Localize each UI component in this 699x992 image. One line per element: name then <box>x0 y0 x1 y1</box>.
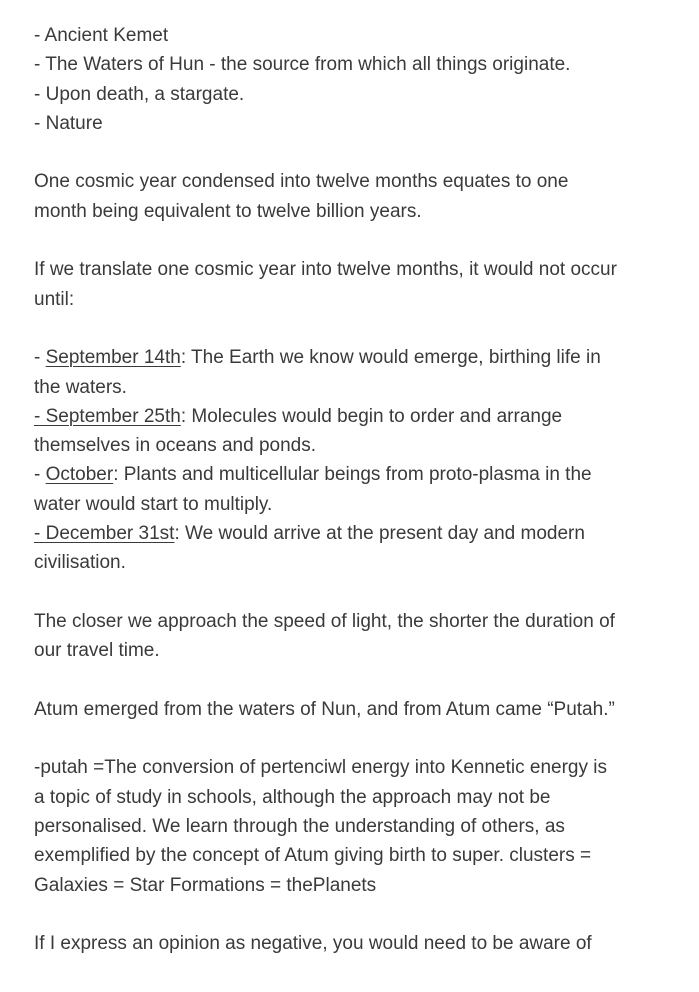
timeline-item-continued: civilisation. <box>34 552 126 574</box>
text-line: month being equivalent to twelve billion years. <box>34 200 422 222</box>
paragraph-gap <box>34 900 674 929</box>
paragraph-gap <box>34 724 674 753</box>
text-line: until: <box>34 288 75 310</box>
paragraph-speed <box>34 607 674 666</box>
timeline-prefix: - <box>34 347 46 369</box>
timeline-item <box>34 460 674 489</box>
timeline-list <box>34 343 674 577</box>
list-item: - The Waters of Hun - the source from which all things originate. <box>34 54 571 76</box>
paragraph-atum: Atum emerged from the waters of Nun, and from Atum came “Putah.” <box>34 698 615 720</box>
timeline-text: : The Earth we know would emerge, birthing life in <box>180 347 601 369</box>
note-body[interactable] <box>34 21 674 959</box>
paragraph-gap <box>34 314 674 343</box>
text-line: personalised. We learn through the understanding of others, as <box>34 816 565 838</box>
date-link[interactable]: - December 31st <box>34 523 175 545</box>
paragraph-cosmic-year <box>34 167 674 226</box>
paragraph-gap <box>34 578 674 607</box>
date-link[interactable]: September 14th <box>45 347 181 369</box>
timeline-item-continued: themselves in oceans and ponds. <box>34 435 317 457</box>
timeline-text: : Plants and multicellular beings from proto-plasma in the <box>113 464 592 486</box>
paragraph-gap <box>34 138 674 167</box>
timeline-text: : We would arrive at the present day and modern <box>174 523 585 545</box>
timeline-item-continued: water would start to multiply. <box>34 493 273 515</box>
text-line: -putah =The conversion of pertenciwl energy into Kennetic energy is <box>34 757 607 779</box>
text-line: One cosmic year condensed into twelve months equates to one <box>34 171 569 193</box>
text-line: exemplified by the concept of Atum giving birth to super. clusters = <box>34 845 592 867</box>
text-line: a topic of study in schools, although the approach may not be <box>34 786 551 808</box>
paragraph-opinion: If I express an opinion as negative, you would need to be aware of <box>34 933 592 955</box>
paragraph-gap <box>34 226 674 255</box>
paragraph-gap <box>34 666 674 695</box>
timeline-item <box>34 343 674 372</box>
paragraph-putah <box>34 753 674 899</box>
date-link[interactable]: October <box>45 464 114 486</box>
list-item: - Nature <box>34 112 103 134</box>
timeline-item-continued: the waters. <box>34 376 127 398</box>
text-line: The closer we approach the speed of light, the shorter the duration of <box>34 610 615 632</box>
text-line: Galaxies = Star Formations = thePlanets <box>34 874 377 896</box>
timeline-item <box>34 402 674 431</box>
text-line: If we translate one cosmic year into twelve months, it would not occur <box>34 259 617 281</box>
text-line: our travel time. <box>34 640 160 662</box>
date-link[interactable]: - September 25th <box>34 405 181 427</box>
timeline-prefix: - <box>34 464 46 486</box>
list-item: - Ancient Kemet <box>34 25 169 46</box>
timeline-text: : Molecules would begin to order and arrange <box>180 405 563 427</box>
timeline-item <box>34 519 674 548</box>
paragraph-translate <box>34 255 674 314</box>
list-item: - Upon death, a stargate. <box>34 83 245 105</box>
intro-list <box>34 21 674 138</box>
